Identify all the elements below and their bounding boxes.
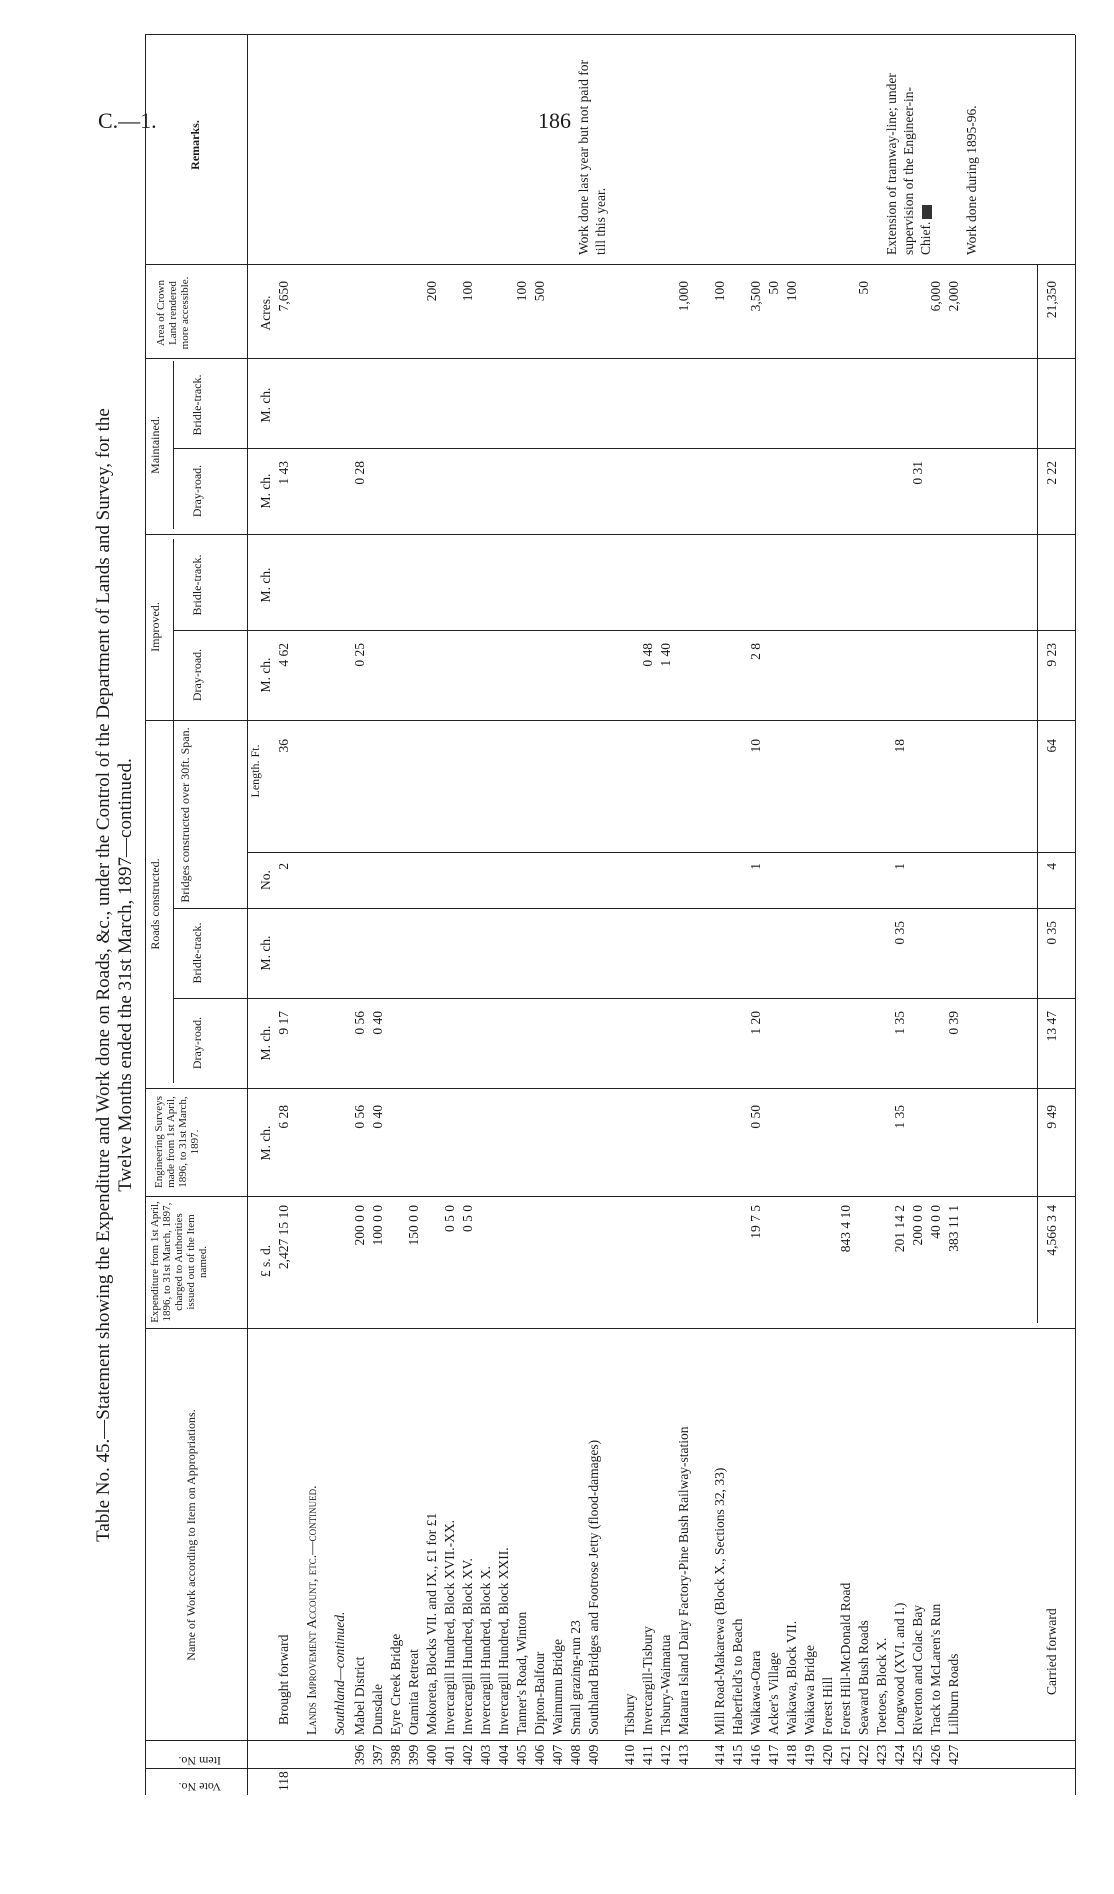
table-rule-vertical (173, 908, 1075, 909)
brought-forward-area: 7,650 (276, 281, 291, 312)
cell-exp: 0 5 0 (442, 1205, 457, 1232)
item-number: 407 (550, 1744, 565, 1765)
item-number: 398 (388, 1744, 403, 1765)
cell-c-dray: 0 39 (946, 1011, 961, 1035)
work-name: Toetoes, Block X. (874, 1637, 889, 1735)
cell-exp: 150 0 0 (406, 1205, 421, 1246)
page-number: 186 (538, 108, 571, 133)
item-number: 406 (532, 1744, 547, 1765)
item-number: 413 (676, 1744, 691, 1765)
work-name: Longwood (XVI. and I.) (892, 1602, 907, 1735)
brought-forward-constructed-dray: 9 17 (276, 1011, 291, 1035)
remark-tramway-extension-text: Extension of tramway-line; under supervision of the Engineer-in-Chief. (884, 73, 933, 255)
cell-b-len: 18 (892, 739, 907, 753)
table-rule-vertical (173, 630, 1075, 631)
work-name: Invercargill-Tisbury (640, 1626, 655, 1735)
cell-area: 500 (532, 281, 547, 302)
work-name: Dunsdale (370, 1684, 385, 1735)
table-title-line-1: Table No. 45.—Statement showing the Expenditure and Work done on Roads, &c., under the Control of the Department of Lands and Survey, for the (93, 408, 114, 1542)
work-name: Mabel District (352, 1656, 367, 1735)
item-number: 421 (838, 1744, 853, 1765)
item-number: 396 (352, 1744, 367, 1765)
col-header-maintained-bridle: Bridle-track. (190, 374, 204, 436)
work-name: Waikawa, Block VII. (784, 1620, 799, 1735)
work-name: Lillburn Roads (946, 1653, 961, 1735)
unit-maintained-bridle: M. ch. (258, 387, 273, 423)
brought-forward-expenditure: 2,427 15 10 (276, 1205, 291, 1270)
carried-forward-area: 21,350 (1044, 281, 1059, 319)
item-number: 422 (856, 1744, 871, 1765)
work-name: Waikawa-Otara (748, 1650, 763, 1735)
cell-exp: 200 0 0 (352, 1205, 367, 1246)
unit-constructed-dray: M. ch. (258, 1025, 273, 1061)
col-header-expenditure: Expenditure from 1st April, 1896, to 31st March, 1897, charged to Authorities issued out of the Item named. (149, 1201, 209, 1323)
unit-bridges-number: No. (258, 870, 273, 890)
cell-c-bridle: 0 35 (892, 921, 907, 945)
brought-forward-improved-dray: 4 62 (276, 643, 291, 667)
cell-exp: 383 11 1 (946, 1205, 961, 1252)
table-rule-horizontal (247, 35, 248, 1795)
table-rule-vertical (247, 852, 1075, 853)
rotated-table-sheet (85, 0, 1085, 1795)
cell-area: 50 (856, 281, 871, 295)
unit-maintained-dray: M. ch. (258, 473, 273, 509)
work-name: Eyre Creek Bridge (388, 1633, 403, 1735)
col-header-bridges: Bridges constructed over 30ft. Span. (178, 727, 192, 903)
table-rule-vertical (145, 720, 1075, 721)
vote-number: 118 (276, 1771, 291, 1791)
cell-surveys: 1 35 (892, 1105, 907, 1129)
cell-area: 6,000 (928, 281, 943, 312)
brought-forward-bridges-length: 36 (276, 739, 291, 753)
item-number: 427 (946, 1744, 961, 1765)
cell-area: 100 (514, 281, 529, 302)
item-number: 417 (766, 1744, 781, 1765)
section-district-heading: Southland—continued. (332, 1611, 347, 1735)
table-rule-vertical (145, 34, 1075, 35)
cell-c-dray: 1 20 (748, 1011, 763, 1035)
cell-surveys: 0 40 (370, 1105, 385, 1129)
item-number: 424 (892, 1744, 907, 1765)
table-rule-vertical (145, 1088, 1075, 1089)
table-rule-horizontal (173, 539, 174, 715)
work-name: Mokoreta, Blocks VII. and IX., £1 for £1 (424, 1512, 439, 1735)
cell-exp: 200 0 0 (910, 1205, 925, 1246)
item-number: 418 (784, 1744, 799, 1765)
cell-area: 2,000 (946, 281, 961, 312)
work-name: Small grazing-run 23 (568, 1620, 583, 1735)
item-number: 414 (712, 1744, 727, 1765)
table-rule-vertical (145, 1196, 1075, 1197)
table-rule-horizontal (173, 361, 174, 529)
carried-forward-expenditure: 4,566 3 4 (1044, 1205, 1059, 1256)
unit-area: Acres. (258, 295, 273, 331)
cell-exp: 201 14 2 (892, 1205, 907, 1253)
table-rule-vertical (173, 448, 1075, 449)
item-number: 408 (568, 1744, 583, 1765)
work-name: Otamita Retreat (406, 1649, 421, 1735)
work-name: Tisbury (622, 1693, 637, 1735)
col-header-improved-dray: Dray-road. (190, 648, 204, 702)
work-name: Southland Bridges and Footrose Jetty (flood-damages) (586, 1439, 601, 1735)
col-header-constructed-dray: Dray-road. (190, 1016, 204, 1070)
col-header-maintained-dray: Dray-road. (190, 464, 204, 518)
col-header-name: Name of Work according to Item on Appropriations. (184, 1409, 198, 1661)
cell-exp: 843 4 10 (838, 1205, 853, 1253)
cell-area: 100 (712, 281, 727, 302)
section-account-heading: Lands Improvement Account, etc.—continued. (304, 1485, 319, 1735)
col-header-item: Item No. (178, 1754, 222, 1768)
unit-constructed-bridle: M. ch. (258, 935, 273, 971)
work-name: Haberfield's to Beach (730, 1618, 745, 1735)
unit-expenditure: £ s. d. (258, 1244, 273, 1278)
item-number: 399 (406, 1744, 421, 1765)
cell-exp: 0 5 0 (460, 1205, 475, 1232)
cell-m-dray: 0 28 (352, 461, 367, 485)
col-header-area: Area of Crown Land rendered more accessible. (155, 276, 191, 350)
item-number: 425 (910, 1744, 925, 1765)
work-name: Waikawa Bridge (802, 1644, 817, 1735)
item-number: 415 (730, 1744, 745, 1765)
work-name: Invercargill Hundred, Block XXII. (496, 1547, 511, 1735)
work-name: Mill Road-Makarewa (Block X., Sections 32, 33) (712, 1467, 727, 1735)
carried-forward-bridges-number: 4 (1044, 863, 1059, 870)
col-header-surveys: Engineering Surveys made from 1st April, 1896, to 31st March, 1897. (153, 1096, 201, 1188)
table-rule-vertical (145, 358, 1075, 359)
item-number: 405 (514, 1744, 529, 1765)
col-header-remarks: Remarks. (188, 120, 202, 170)
carried-forward-constructed-dray: 13 47 (1044, 1011, 1059, 1042)
item-number: 403 (478, 1744, 493, 1765)
work-name: Track to McLaren's Run (928, 1603, 943, 1735)
col-header-improved-bridle: Bridle-track. (190, 554, 204, 616)
item-number: 420 (820, 1744, 835, 1765)
cell-i-dray: 2 8 (748, 643, 763, 660)
carried-forward-surveys: 9 49 (1044, 1105, 1059, 1129)
work-name: Dipton-Balfour (532, 1651, 547, 1735)
cell-c-dray: 1 35 (892, 1011, 907, 1035)
cell-exp: 100 0 0 (370, 1205, 385, 1246)
item-number: 426 (928, 1744, 943, 1765)
cell-area: 50 (766, 281, 781, 295)
col-header-maintained: Maintained. (148, 416, 162, 474)
item-number: 404 (496, 1744, 511, 1765)
carried-forward-bridges-length: 64 (1044, 739, 1059, 753)
item-number: 402 (460, 1744, 475, 1765)
cell-m-dray: 0 31 (910, 461, 925, 485)
ink-mark-icon (922, 205, 932, 219)
brought-forward-label: Brought forward (276, 1634, 291, 1725)
brought-forward-surveys: 6 28 (276, 1105, 291, 1129)
work-name: Invercargill Hundred, Block XVII.-XX. (442, 1520, 457, 1735)
cell-surveys: 0 56 (352, 1105, 367, 1129)
cell-area: 100 (784, 281, 799, 302)
work-name: Tisbury-Waimatua (658, 1634, 673, 1735)
work-name: Mataura Island Dairy Factory-Pine Bush Railway-station (676, 1426, 691, 1735)
cell-exp: 40 0 0 (928, 1205, 943, 1239)
cell-c-dray: 0 40 (370, 1011, 385, 1035)
unit-surveys: M. ch. (258, 1125, 273, 1161)
item-number: 410 (622, 1744, 637, 1765)
work-name: Acker's Village (766, 1652, 781, 1735)
work-name: Invercargill Hundred, Block X. (478, 1566, 493, 1735)
brought-forward-bridges-number: 2 (276, 863, 291, 870)
table-rule-horizontal (1075, 35, 1076, 1795)
item-number: 419 (802, 1744, 817, 1765)
col-header-roads-constructed: Roads constructed. (148, 858, 162, 950)
unit-improved-bridle: M. ch. (258, 567, 273, 603)
table-title-line-2: Twelve Months ended the 31st March, 1897—continued. (115, 758, 136, 1192)
table-rule-vertical (145, 534, 1075, 535)
remark-tramway-extension (883, 55, 934, 255)
work-name: Riverton and Colac Bay (910, 1604, 925, 1735)
statement-table (145, 0, 1085, 1795)
work-name: Forest Hill-McDonald Road (838, 1582, 853, 1735)
cell-area: 200 (424, 281, 439, 302)
table-rule-horizontal (145, 35, 146, 1795)
remark-work-done-1895-96: Work done during 1895-96. (964, 105, 979, 255)
cell-i-dray: 0 48 (640, 643, 655, 667)
col-header-improved: Improved. (148, 602, 162, 652)
cell-area: 100 (460, 281, 475, 302)
cell-b-len: 10 (748, 739, 763, 753)
table-rule-vertical (145, 1768, 1075, 1769)
work-name: Forest Hill (820, 1676, 835, 1735)
carried-forward-improved-dray: 9 23 (1044, 643, 1059, 667)
item-number: 401 (442, 1744, 457, 1765)
cell-exp: 19 7 5 (748, 1205, 763, 1239)
item-number: 412 (658, 1744, 673, 1765)
item-number: 416 (748, 1744, 763, 1765)
work-name: Invercargill Hundred, Block XV. (460, 1558, 475, 1735)
cell-c-dray: 0 56 (352, 1011, 367, 1035)
remark-work-done-last-year: Work done last year but not paid for till this year. (576, 60, 608, 255)
col-header-vote: Vote No. (178, 1780, 222, 1794)
cell-b-no: 1 (892, 863, 907, 870)
item-number: 411 (640, 1745, 655, 1765)
cell-surveys: 0 50 (748, 1105, 763, 1129)
cell-b-no: 1 (748, 863, 763, 870)
cell-i-dray: 0 25 (352, 643, 367, 667)
carried-forward-constructed-bridle: 0 35 (1044, 921, 1059, 945)
work-name: Waimumu Bridge (550, 1638, 565, 1735)
brought-forward-maintained-dray: 1 43 (276, 461, 291, 485)
table-title (93, 155, 137, 1795)
work-name: Tanner's Road, Winton (514, 1611, 529, 1735)
item-number: 400 (424, 1744, 439, 1765)
table-rule-vertical (173, 998, 1075, 999)
table-rule-vertical (145, 1740, 1075, 1741)
col-header-constructed-bridle: Bridle-track. (190, 922, 204, 984)
cell-i-dray: 1 40 (658, 643, 673, 667)
cell-area: 1,000 (676, 281, 691, 312)
table-rule-vertical (145, 1328, 1075, 1329)
unit-bridges-length: Length. Ft. (248, 744, 262, 798)
table-rule-vertical (145, 264, 1075, 265)
item-number: 423 (874, 1744, 889, 1765)
carried-forward-maintained-dray: 2 22 (1044, 461, 1059, 485)
document-reference: C.—1. (98, 108, 157, 133)
item-number: 409 (586, 1744, 601, 1765)
work-name: Seaward Bush Roads (856, 1620, 871, 1735)
cell-area: 3,500 (748, 281, 763, 312)
table-rule-horizontal (1037, 265, 1038, 1323)
item-number: 397 (370, 1744, 385, 1765)
unit-improved-dray: M. ch. (258, 657, 273, 693)
carried-forward-label: Carried forward (1044, 1608, 1059, 1695)
